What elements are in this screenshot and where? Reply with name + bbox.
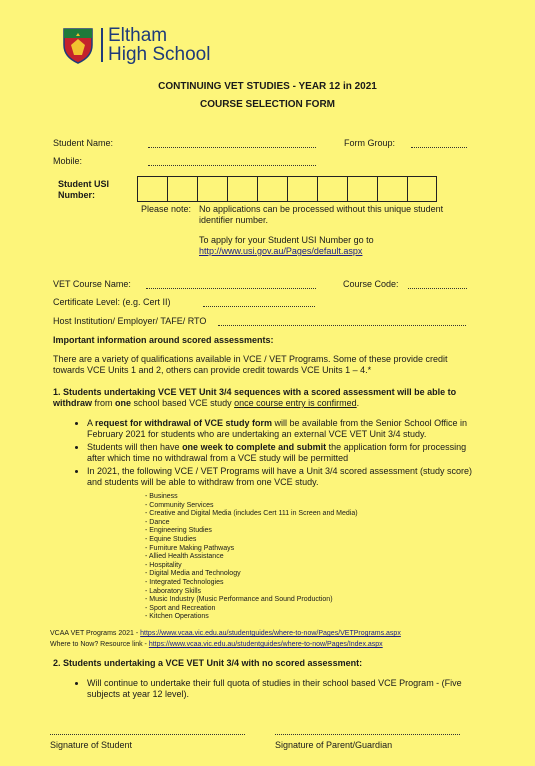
school-name-line2: High School xyxy=(108,44,211,65)
program-item: - Community Services xyxy=(145,501,214,509)
program-item: - Business xyxy=(145,493,178,500)
course-code-label: Course Code: xyxy=(343,279,399,289)
program-item: - Hospitality xyxy=(145,561,182,569)
cert-level-field[interactable] xyxy=(203,306,315,307)
program-item: - Equine Studies xyxy=(145,535,197,543)
student-name-field[interactable] xyxy=(148,147,316,148)
course-code-field[interactable] xyxy=(408,288,467,289)
bullet2-c: the application form for processing after which time no withdrawal from a VCE study will be permitted xyxy=(87,442,467,463)
usi-box[interactable] xyxy=(347,176,377,202)
intro-paragraph: There are a variety of qualifications available in VCE / VET Programs. Some of these provide credit towards VCE Units 1 and 2, others can provide credit towards VCE Units 1 – 4.* xyxy=(53,354,448,375)
usi-box[interactable] xyxy=(407,176,437,202)
section1-heading-school: school based VCE study xyxy=(131,398,235,408)
list-item xyxy=(87,442,482,464)
bullet2-b: one week to complete and submit xyxy=(182,442,327,452)
usi-label-line1: Student USI xyxy=(58,179,109,189)
section1-heading xyxy=(53,387,473,409)
section1-heading-text: Students undertaking VCE VET Unit 3/4 sequences with a scored assessment will be able to withdraw xyxy=(53,387,457,408)
section1-heading-underlined: once course entry is confirmed xyxy=(234,398,357,408)
mobile-field[interactable] xyxy=(148,165,316,166)
program-item: - Engineering Studies xyxy=(145,527,212,535)
host-institution-label: Host Institution/ Employer/ TAFE/ RTO xyxy=(53,316,207,326)
program-item: - Dance xyxy=(145,518,170,526)
section1-heading-one: one xyxy=(115,398,132,408)
bullet1-a: A xyxy=(87,418,96,428)
cert-level-label: Certificate Level: (e.g. Cert II) xyxy=(53,297,171,307)
school-crest-logo xyxy=(58,25,98,65)
list-item: • In 2021, the following VCE / VET Programs will have a Unit 3/4 scored assessment (study score) and students will be able to withdraw from one VCE study. xyxy=(87,466,482,488)
program-item: - Digital Media and Technology xyxy=(145,570,241,578)
section1-bullets xyxy=(73,418,482,490)
section1-number: 1. xyxy=(53,387,61,397)
vcaa-programs-link[interactable]: https://www.vcaa.vic.edu.au/studentguides/where-to-now/Pages/VETPrograms.aspx xyxy=(140,630,401,637)
program-list xyxy=(145,493,358,622)
program-item: - Integrated Technologies xyxy=(145,578,224,586)
usi-box[interactable] xyxy=(257,176,287,202)
bullet2-a: Students will then have xyxy=(87,442,183,452)
section2-heading: 2. Students undertaking a VCE VET Unit 3/4 with no scored assessment: xyxy=(53,658,363,668)
student-signature-line[interactable] xyxy=(50,734,245,735)
logo-divider xyxy=(101,28,103,62)
document-subtitle: COURSE SELECTION FORM xyxy=(199,99,335,110)
where-to-now-ref xyxy=(50,640,383,649)
program-item: - Music Industry (Music Performance and Sound Production) xyxy=(145,596,333,604)
program-item: - Laboratory Skills xyxy=(145,587,202,595)
usi-box[interactable] xyxy=(167,176,197,202)
usi-box[interactable] xyxy=(377,176,407,202)
school-name xyxy=(108,26,210,64)
usi-label-line2: Number: xyxy=(58,190,96,200)
program-item: - Furniture Making Pathways xyxy=(145,544,235,552)
list-item xyxy=(87,418,482,440)
usi-link[interactable]: http://www.usi.gov.au/Pages/default.aspx xyxy=(199,246,363,256)
program-item: - Kitchen Operations xyxy=(145,613,209,621)
bullet1-b: request for withdrawal of VCE study form xyxy=(95,418,273,428)
vcaa-programs-ref xyxy=(50,629,401,638)
where-to-now-label: Where to Now? Resource link - xyxy=(50,641,149,648)
vcaa-programs-label: VCAA VET Programs 2021 - xyxy=(50,630,141,637)
usi-label xyxy=(58,179,109,201)
usi-number-boxes[interactable] xyxy=(137,176,437,202)
program-item: - Allied Health Assistance xyxy=(145,553,224,561)
important-heading: Important information around scored assessments: xyxy=(53,335,274,345)
host-institution-field[interactable] xyxy=(218,325,466,326)
usi-box[interactable] xyxy=(197,176,227,202)
section1-heading-period: . xyxy=(356,398,360,408)
usi-box[interactable] xyxy=(287,176,317,202)
usi-note-text: No applications can be processed without this unique student identifier number. xyxy=(199,204,444,225)
section1-heading-from: from xyxy=(92,398,116,408)
mobile-label: Mobile: xyxy=(53,156,83,166)
form-group-field[interactable] xyxy=(411,147,467,148)
usi-box[interactable] xyxy=(137,176,167,202)
program-item: - Sport and Recreation xyxy=(145,604,216,612)
usi-box[interactable] xyxy=(227,176,257,202)
vet-course-field[interactable] xyxy=(146,288,316,289)
document-title: CONTINUING VET STUDIES - YEAR 12 in 2021 xyxy=(158,81,377,92)
program-item: - Creative and Digital Media (includes Cert 111 in Screen and Media) xyxy=(145,510,358,518)
where-to-now-link[interactable]: https://www.vcaa.vic.edu.au/studentguides/where-to-now/Pages/Index.aspx xyxy=(148,641,383,648)
usi-note-label: Please note: xyxy=(141,204,192,214)
section2-bullets xyxy=(73,678,482,702)
vet-course-label: VET Course Name: xyxy=(53,279,131,289)
bullet1-c: will be available from the Senior School Office in February 2021 for students who are undertaking an external VCE VET Unit 3/4 study. xyxy=(87,418,467,439)
student-name-label: Student Name: xyxy=(53,138,114,148)
school-name-line1: Eltham xyxy=(108,25,168,46)
form-group-label: Form Group: xyxy=(344,138,396,148)
parent-signature-label: Signature of Parent/Guardian xyxy=(275,740,393,750)
usi-apply-text: To apply for your Student USI Number go to xyxy=(199,235,374,245)
parent-signature-line[interactable] xyxy=(275,734,460,735)
usi-box[interactable] xyxy=(317,176,347,202)
list-item: • Will continue to undertake their full quota of studies in their school based VCE Program - (Five subjects at year 12 level). xyxy=(87,678,482,700)
student-signature-label: Signature of Student xyxy=(50,740,133,750)
